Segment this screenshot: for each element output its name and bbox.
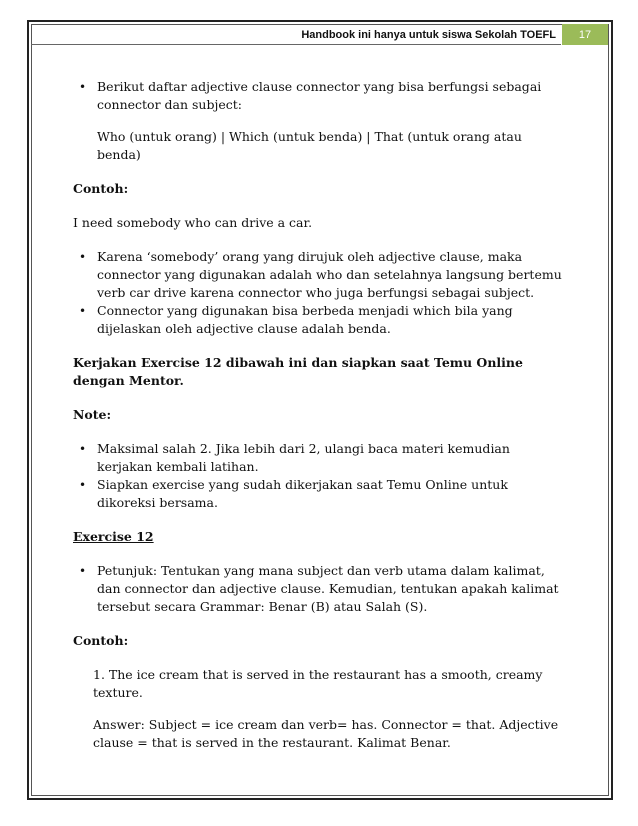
section-heading-contoh: Contoh: bbox=[73, 181, 129, 196]
list-item: • Karena ‘somebody’ orang yang dirujuk oleh adjective clause, maka connector yang digunakan adalah who dan setelahnya langsung bertemu verb car drive karena connector who juga berfungsi sebagai subject. bbox=[97, 248, 565, 302]
instruction-list bbox=[75, 562, 565, 616]
list-item: • Siapkan exercise yang sudah dikerjakan saat Temu Online untuk dikoreksi bersama. bbox=[97, 476, 565, 512]
bullet-list bbox=[75, 248, 565, 338]
list-item: • Connector yang digunakan bisa berbeda menjadi which bila yang dijelaskan oleh adjective clause adalah benda. bbox=[97, 302, 565, 338]
answer-text: Answer: Subject = ice cream dan verb= has. Connector = that. Adjective clause = that is served in the restaurant. Kalimat Benar. bbox=[93, 717, 559, 750]
page-content bbox=[75, 78, 565, 752]
note-list bbox=[75, 440, 565, 512]
example-item: 1. The ice cream that is served in the restaurant has a smooth, creamy texture. bbox=[93, 667, 543, 700]
header-divider bbox=[31, 44, 561, 45]
header-title: Handbook ini hanya untuk siswa Sekolah TOEFL bbox=[301, 29, 556, 41]
bullet-list bbox=[75, 78, 565, 114]
list-item: • Maksimal salah 2. Jika lebih dari 2, ulangi baca materi kemudian kerjakan kembali latihan. bbox=[97, 440, 565, 476]
section-heading-contoh: Contoh: bbox=[73, 633, 129, 648]
example-sentence: I need somebody who can drive a car. bbox=[73, 215, 313, 230]
task-heading: Kerjakan Exercise 12 dibawah ini dan siapkan saat Temu Online dengan Mentor. bbox=[73, 355, 523, 388]
exercise-heading: Exercise 12 bbox=[73, 529, 154, 544]
list-item: • Petunjuk: Tentukan yang mana subject dan verb utama dalam kalimat, dan connector dan adjective clause. Kemudian, tentukan apakah kalimat tersebut secara Grammar: Benar (B) atau Salah (S). bbox=[97, 562, 565, 616]
page-number-badge: 17 bbox=[562, 24, 608, 45]
connector-list: Who (untuk orang) | Which (untuk benda) | That (untuk orang atau benda) bbox=[97, 129, 522, 162]
note-heading: Note: bbox=[73, 407, 112, 422]
list-item: • Berikut daftar adjective clause connector yang bisa berfungsi sebagai connector dan subject: bbox=[97, 78, 565, 114]
